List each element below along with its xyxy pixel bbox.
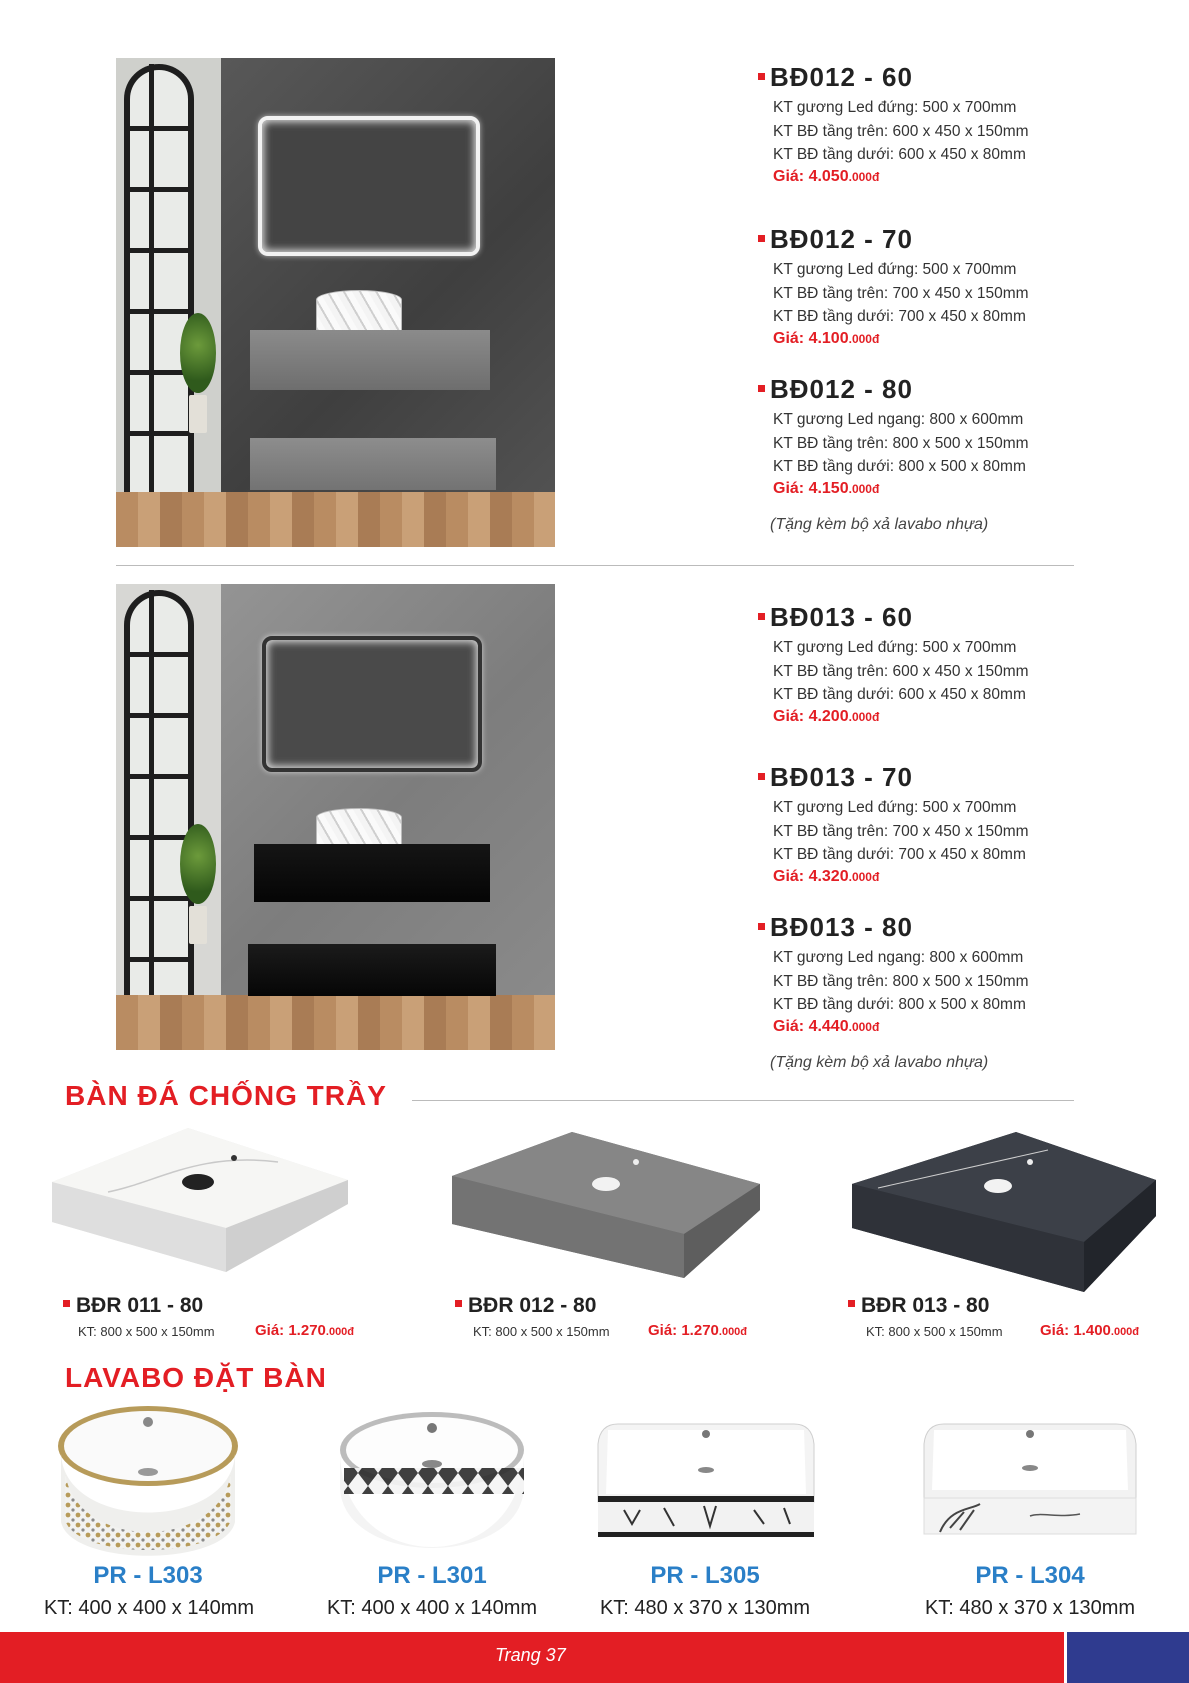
lavabo-code: PR - L303 xyxy=(93,1562,203,1589)
lavabo-spec: KT: 400 x 400 x 140mm xyxy=(43,1597,255,1619)
product-photo-bd013 xyxy=(116,584,555,1050)
lavabo-image-l301 xyxy=(338,1408,526,1566)
product-code: BĐ012 - 60 xyxy=(758,62,913,93)
page-number: Trang 37 xyxy=(495,1645,566,1665)
lavabo-spec: KT: 480 x 370 x 130mm xyxy=(924,1597,1136,1619)
lavabo-code: PR - L301 xyxy=(377,1562,487,1589)
stone-spec: KT: 800 x 500 x 150mm xyxy=(78,1324,215,1339)
lavabo-image-l304 xyxy=(920,1420,1140,1542)
product-specs: KT gương Led đứng: 500 x 700mm KT BĐ tầng trên: 600 x 450 x 150mm KT BĐ tầng dưới: 600 x 450 x 80mm xyxy=(773,639,1029,703)
product-price: Giá: 4.100.000đ xyxy=(773,330,880,347)
product-price: Giá: 4.050.000đ xyxy=(773,168,880,185)
divider xyxy=(116,565,1074,566)
product-specs: KT gương Led đứng: 500 x 700mm KT BĐ tầng trên: 600 x 450 x 150mm KT BĐ tầng dưới: 600 x 450 x 80mm xyxy=(773,99,1029,163)
product-code: BĐ013 - 70 xyxy=(758,762,913,793)
section-title-stone: BÀN ĐÁ CHỐNG TRẦY xyxy=(65,1080,387,1111)
product-code: BĐ012 - 80 xyxy=(758,374,913,405)
product-price: Giá: 4.150.000đ xyxy=(773,480,880,497)
product-code: BĐ012 - 70 xyxy=(758,224,913,255)
stone-slab-black xyxy=(848,1128,1160,1294)
lavabo-code: PR - L305 xyxy=(650,1562,760,1589)
stone-code: BĐR 011 - 80 xyxy=(63,1294,203,1318)
product-specs: KT gương Led đứng: 500 x 700mm KT BĐ tầng trên: 700 x 450 x 150mm KT BĐ tầng dưới: 700 x 450 x 80mm xyxy=(773,261,1029,325)
stone-code: BĐR 013 - 80 xyxy=(848,1294,989,1318)
stone-spec: KT: 800 x 500 x 150mm xyxy=(866,1324,1003,1339)
stone-code: BĐR 012 - 80 xyxy=(455,1294,596,1318)
stone-price: Giá: 1.270.000đ xyxy=(648,1322,748,1339)
stone-slab-white xyxy=(48,1122,354,1284)
product-price: Giá: 4.320.000đ xyxy=(773,868,880,885)
lavabo-image-l305 xyxy=(594,1420,818,1544)
footer-accent xyxy=(1064,1632,1189,1683)
page-footer xyxy=(0,1632,1189,1683)
lavabo-code: PR - L304 xyxy=(975,1562,1085,1589)
product-price: Giá: 4.440.000đ xyxy=(773,1018,880,1035)
product-photo-bd012 xyxy=(116,58,555,547)
product-specs: KT gương Led đứng: 500 x 700mm KT BĐ tầng trên: 700 x 450 x 150mm KT BĐ tầng dưới: 700 x 450 x 80mm xyxy=(773,799,1029,863)
lavabo-image-l303 xyxy=(55,1402,241,1564)
divider xyxy=(412,1100,1074,1101)
product-specs: KT gương Led ngang: 800 x 600mm KT BĐ tầng trên: 800 x 500 x 150mm KT BĐ tầng dưới: 800 x 500 x 80mm xyxy=(773,949,1029,1013)
stone-slab-gray xyxy=(448,1128,766,1286)
lavabo-spec: KT: 480 x 370 x 130mm xyxy=(599,1597,811,1619)
product-price: Giá: 4.200.000đ xyxy=(773,708,880,725)
product-code: BĐ013 - 60 xyxy=(758,602,913,633)
lavabo-spec: KT: 400 x 400 x 140mm xyxy=(326,1597,538,1619)
stone-price: Giá: 1.270.000đ xyxy=(255,1322,355,1339)
product-specs: KT gương Led ngang: 800 x 600mm KT BĐ tầng trên: 800 x 500 x 150mm KT BĐ tầng dưới: 800 x 500 x 80mm xyxy=(773,411,1029,475)
gift-note: (Tặng kèm bộ xả lavabo nhựa) xyxy=(770,516,989,533)
stone-spec: KT: 800 x 500 x 150mm xyxy=(473,1324,610,1339)
product-code: BĐ013 - 80 xyxy=(758,912,913,943)
stone-price: Giá: 1.400.000đ xyxy=(1040,1322,1140,1339)
gift-note: (Tặng kèm bộ xả lavabo nhựa) xyxy=(770,1054,989,1071)
section-title-lavabo: LAVABO ĐẶT BÀN xyxy=(65,1362,327,1393)
